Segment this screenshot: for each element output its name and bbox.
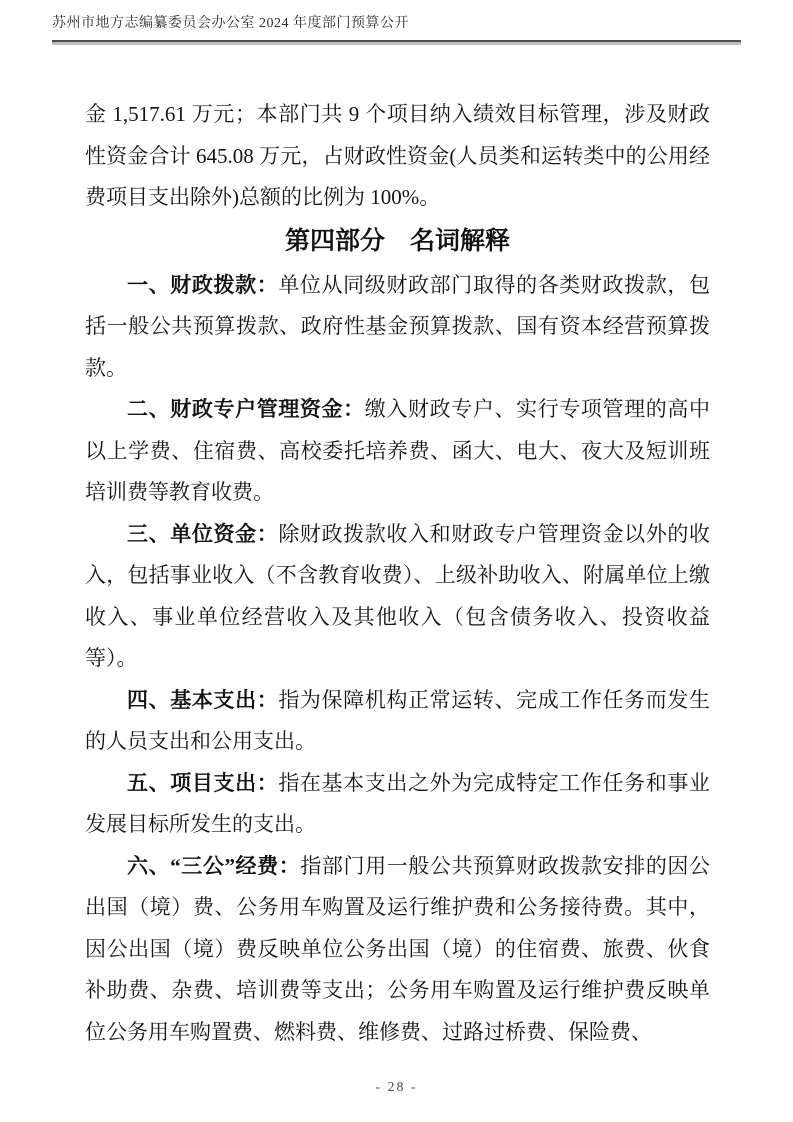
definition-text: 指部门用一般公共预算财政拨款安排的因公出国（境）费、公务用车购置及运行维护费和公务接待费。其中，因公出国（境）费反映单位公务出国（境）的住宿费、旅费、伙食补助费、杂费、培训费等支出；公务用车购置及运行维护费反映单位公务用车购置费、燃料费、维修费、过路过桥费、保险费、 — [85, 853, 711, 1044]
definition-text: 指在基本支出之外为完成特定工作任务和事业发展目标所发生的支出。 — [85, 770, 711, 836]
definition-item — [85, 514, 710, 680]
definition-text: 指为保障机构正常运转、完成工作任务而发生的人员支出和公用支出。 — [85, 687, 711, 753]
definition-text: 除财政拨款收入和财政专户管理资金以外的收入，包括事业收入（不含教育收费）、上级补助收入、附属单位上缴收入、事业单位经营收入及其他收入（包含债务收入、投资收益等）。 — [85, 521, 711, 670]
definition-item — [85, 680, 710, 763]
definition-item — [85, 846, 710, 1054]
definition-term: 五、项目支出： — [127, 770, 279, 795]
document-header — [52, 14, 741, 42]
intro-paragraph: 金 1,517.61 万元；本部门共 9 个项目纳入绩效目标管理，涉及财政性资金合计 645.08 万元，占财政性资金(人员类和运转类中的公用经费项目支出除外)总额的比例为 100%。 — [85, 102, 710, 209]
definition-term: 一、财政拨款： — [127, 272, 279, 297]
document-body — [85, 94, 710, 1053]
definition-item — [85, 389, 710, 514]
definition-term: 三、单位资金： — [127, 521, 279, 546]
definition-item — [85, 265, 710, 390]
definition-term: 四、基本支出： — [127, 687, 279, 712]
definition-item — [85, 763, 710, 846]
page-number: - 28 - — [375, 1080, 418, 1095]
header-title: 苏州市地方志编纂委员会办公室 2024 年度部门预算公开 — [52, 16, 409, 31]
definition-text: 缴入财政专户、实行专项管理的高中以上学费、住宿费、高校委托培养费、函大、电大、夜大及短训班培训费等教育收费。 — [85, 397, 711, 504]
definition-term: 二、财政专户管理资金： — [127, 397, 365, 421]
definition-term: 六、“三公”经费： — [127, 853, 301, 878]
definition-text: 单位从同级财政部门取得的各类财政拨款，包括一般公共预算拨款、政府性基金预算拨款、国有资本经营预算拨款。 — [85, 272, 711, 380]
section-heading: 第四部分 名词解释 — [284, 227, 510, 255]
